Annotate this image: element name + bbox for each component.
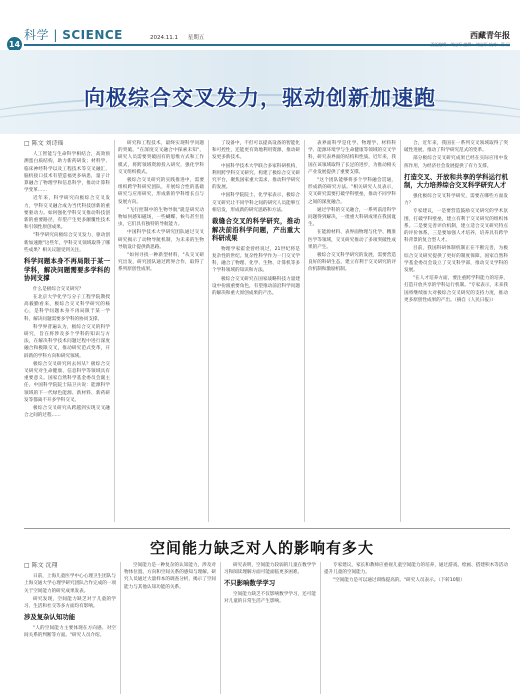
page-header	[0, 0, 520, 49]
issue-weekday: 星期五	[187, 35, 205, 41]
paragraph: "这个团队能够将多个学科融会贯通，形成新的研究方法。"相关研究人员表示，交叉研究需要打破学科壁垒，推动不同学科之间的深度融合。	[308, 178, 396, 205]
column-divider	[400, 140, 401, 522]
paragraph: 中国科学技术大学联合多家科研机构，利用跨学科交叉研究，构建了极综合交叉研究平台，聚焦国家重大需求，推动科学研究的发展。	[212, 163, 300, 191]
article1-column-5	[404, 140, 508, 522]
column-divider	[208, 140, 209, 522]
paragraph: 研究发现，空间能力缺乏对于儿童的学习、生活和社交等多方面均有影响。	[24, 596, 116, 610]
paragraph: 人工智能与生命科学相结合，高效预测蛋白质结构，助力新药研发；材料学、临床神经科学以及工程技术等交叉融汇，脑机接口技术有望造福更多病患，量子计算融合了物理学和信息科学，推动计算科学变革……	[24, 152, 110, 194]
article2-column-1	[24, 562, 116, 694]
article2-headline: 空间能力缺乏对人的影响有多大	[150, 539, 375, 557]
page-number: 14	[7, 37, 22, 52]
section-en: SCIENCE	[62, 28, 123, 42]
paragraph: 极综合交叉研究在国家战略科技力量建设中扮演重要角色，有望推动前沿科学问题的解决和重大原创成果的产出。	[212, 276, 300, 297]
paper-name: 西藏青年报	[470, 30, 510, 40]
paragraph: "如何寻找一种新型材料，"从交叉研究出发，研究团队通过跨界合作，取得了系列原创性成果。	[118, 253, 204, 273]
paragraph: 中国科学院院士、化学家表示，极综合交叉研究让不同学科之间的研究人员能够互相启发，形成新的研究思路和方法。	[212, 193, 300, 213]
paragraph: 空间能力缺乏不仅影响数学学习，还可能对儿童的日常生活产生影响。	[224, 592, 316, 605]
paragraph: 了设备中，不但可以提高设备的智能化和可控性，还能更有效地利用资源，推动研发更多新技术。	[212, 141, 300, 161]
article1-subhead-2: 裁缝合交叉的科学研究，推动解决前沿科学问题，产出重大科研成果	[212, 217, 300, 243]
paragraph: 专家建议，家长和教师应重视儿童空间能力的培养，通过游戏、绘画、搭建积木等活动提升儿童的空间能力。	[324, 563, 508, 576]
section-divider: |	[53, 28, 58, 42]
date-bar	[150, 33, 212, 41]
article1-column-2	[118, 140, 204, 522]
article1-subhead-3: 打造交叉、开放和共享的学科运行机制，大力培养综合交叉科学研究人才	[404, 172, 508, 190]
paragraph: 近年来，科学研究向极综合交叉发力，学科交叉融合成为当代科技创新的重要驱动力。如何强化学科交叉推动科技创新的重要路径，有望产生更多颠覆性技术和引领性原创成果。	[24, 196, 110, 231]
paragraph: 什么是极综合交叉研究？	[33, 286, 84, 292]
paragraph: "飞行控制中的生物导航"就是研究动物如何感知磁场，一些蝴蝶、候鸟甚至昆虫，它们具有独特的导航能力。	[118, 207, 204, 228]
issue-date: 2024.11.1	[150, 35, 178, 41]
paragraph: 中国科学技术大学研究团队通过交叉研究揭示了动物导航机制，为未来的生物导航设计提供新思路。	[118, 230, 204, 250]
article2-byline: □ 陈文 沈翔	[24, 562, 58, 569]
paragraph: 在北京大学化学与分子工程学院教授高毅勤看来，极综合交叉科学研究的核心，是科学问题本身不再局限于某一学科，解决问题需要多学科的协同支撑。	[24, 295, 110, 322]
paragraph: 极综合交叉科学研究的发展，需要营造良好的科研生态，建立有利于交叉研究的评价机制和激励机制。	[308, 253, 396, 273]
article2-subhead-2: 不只影响数学学习	[224, 579, 276, 588]
column-divider	[220, 562, 221, 694]
article2-column-3	[224, 562, 316, 694]
paragraph: 物理学家霍金曾经说过，21世纪将是复杂性的世纪。复杂性科学作为一门交叉学科，融合了物理、化学、生物、计算机等多个学科领域的知识和方法。	[212, 246, 300, 274]
paragraph: 研究和工程技术，最终实现科学问题的突破。"在深度交叉融合中探索未知"，研究人员需要突破固有的思维方式和工作模式，将跨领域资源投入研究，强化学科交叉组织模式。	[118, 141, 204, 175]
article-headline: 向极综合交叉发力，驱动创新加速跑	[84, 86, 436, 110]
article1-byline: □ 陈文 刘诗瑶	[24, 140, 64, 147]
article1-column-3	[212, 140, 300, 522]
paragraph: "空间能力是可以通过训练提高的。"研究人员表示。（下转10版）	[333, 578, 465, 584]
paragraph: 表界面科学是化学、物理学、材料科学、能源环境学与生命健康等领域的交叉学科，研究表界面的结构和性质。近年来，我国在该领域取得了长足的进步，为推动相关产业发展提供了重要支撑。	[308, 141, 396, 175]
paragraph: 科学界普遍认为，极综合交叉的科学研究，旨在将涉及多个学科的知识与方法，在解决科学技术问题过程中进行深度融合和极限交叉，推动研究范式变革，开辟新的学科方向和研究领域。	[24, 324, 110, 359]
paragraph: 目前，我国科研体制机制正在不断完善，为极综合交叉研究提供了更好的制度保障。国家自然科学基金委员会设立了交叉科学部，推动交叉学科的发展。	[404, 246, 508, 274]
paragraph: 极综合交叉研究的实践推进中，需要组织跨学科研究团队，开展综合性的基础研究与应用研究，形成新的学科增长点与发展方向。	[118, 178, 204, 205]
paragraph: 研究表明，空间能力较弱的儿童在数学学习和阅读理解方面可能面临更多困难。	[224, 563, 316, 576]
article2-column-4	[324, 562, 508, 694]
paragraph: 极综合交叉研究从跨越到实现交叉融合之间的过程……	[24, 406, 110, 419]
paragraph: 通过学科的交叉融合，一系列前沿科学问题得到解决，一批重大科研成果在我国诞生。	[308, 207, 396, 228]
article1-subhead-1: 科学问题本身不再局限于某一学科，解决问题需要多学科的协同支撑	[24, 257, 110, 283]
paragraph: "人的空间能力主要体现在方向感、对空间关系的判断等方面。"研究人员介绍。	[24, 625, 116, 639]
column-divider	[120, 562, 121, 694]
paragraph: "在人才培养方面，要注重跨学科能力的培养，打造开放共享的学科运行机制。"专家表示，未来我国将继续加大对极综合交叉研究的支持力度，推动更多原创性成果的产出。（摘自《人民日报》）	[404, 276, 508, 303]
section-label	[24, 26, 123, 43]
column-divider	[114, 140, 115, 522]
section-cn: 科学	[24, 28, 50, 42]
paragraph: 在能源材料、表界面物理与化学、精准医学等领域，交叉研究推动了多项突破性成果的产生。	[308, 230, 396, 250]
paragraph: 强化极综合交叉科学研究，需要在哪些方面发力？	[404, 194, 508, 207]
paragraph: 极综合交叉研究何去何从？极综合交叉研究对生命健康、信息科学等领域具有重要意义。国家自然科学基金委员会副主任、中国科学院院士陆卫兵说：能源科学领域的下一代绿色能源、新材料、新药研发等都离不开多学科交叉。	[24, 361, 110, 403]
article-banner	[0, 50, 520, 134]
paragraph: 日前，上海儿童医学中心心理卫生团队与上海交通大学心理学研究团队合作完成的一项关于空间能力的研究成果发表。	[24, 574, 116, 594]
paragraph: 空间能力是一种复杂的认知能力，涉及对物体位置、方向和空间关系的感知与理解。研究人员通过大量样本的调查分析，揭示了空间能力与其他认知功能的关系。	[124, 563, 216, 590]
article-separator	[24, 528, 510, 529]
paragraph: 专家建议，一是要营造鼓励交叉研究的学术氛围，打破学科壁垒，建立有利于交叉研究的组织体系。二是要完善评价机制，建立适合交叉研究特点的评价体系。三是要加强人才培养，培养具有跨学科背景的复合型人才。	[404, 209, 508, 244]
article2-column-2	[124, 562, 216, 694]
article2-subhead-1: 涉及复杂认知功能	[24, 613, 76, 622]
column-divider	[320, 562, 321, 694]
paragraph: 部分极综合交叉研究成果已经在实际应用中发挥作用，为经济社会发展提供了有力支撑。	[404, 156, 508, 169]
article1-column-1	[24, 140, 110, 522]
article1-column-4	[308, 140, 396, 522]
paragraph: "科学研究向极综合交叉发力，驱动创新加速跑"这些年，学科交叉领域取得了哪些成果？相关议题受到关注。	[24, 233, 110, 253]
paragraph: 合，近年来，我国在一系列交叉领域取得了突破性进展，推动了科学研究范式的变革。	[404, 141, 508, 154]
header-rule	[24, 44, 510, 46]
column-divider	[304, 140, 305, 522]
